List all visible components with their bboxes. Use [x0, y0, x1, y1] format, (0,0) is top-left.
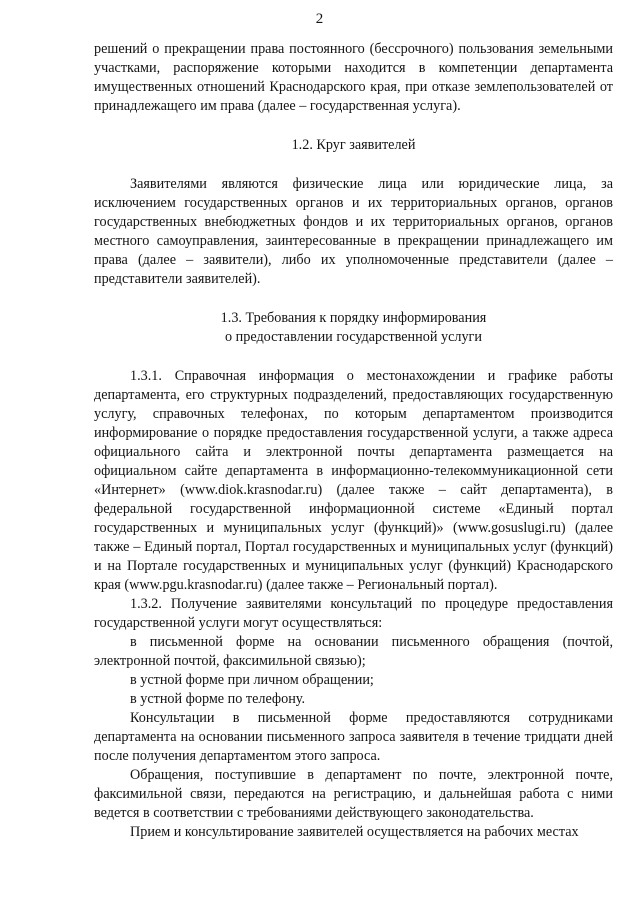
paragraph-written-consultations: Консультации в письменной форме предоставляются сотрудниками департамента на основании письменного запроса заявителя в течение тридцати дней после получения департаментом этого запроса. [94, 710, 613, 764]
paragraph-reception: Прием и консультирование заявителей осуществляется на рабочих местах [130, 824, 579, 840]
list-item-oral-personal: в устной форме при личном обращении; [130, 672, 374, 688]
document-body [94, 40, 613, 842]
paragraph-appeals: Обращения, поступившие в департамент по почте, электронной почте, факсимильной связи, передаются на регистрацию, и дальнейшая работа с ними ведется в соответствии с требованиями действующего законодательства. [94, 767, 613, 821]
paragraph-1-3-2: 1.3.2. Получение заявителями консультаций по процедуре предоставления государственной услуги могут осуществляться: [94, 596, 613, 631]
section-1-3-heading-line2: о предоставлении государственной услуги [225, 329, 482, 345]
list-item-oral-phone: в устной форме по телефону. [130, 691, 306, 707]
paragraph-1-3-1: 1.3.1. Справочная информация о местонахождении и графике работы департамента, его структурных подразделений, предоставляющих государственную услугу, справочных телефонах, по которым департаментом производится информирование о порядке предоставления государственной услуги, а также адреса официального сайта и электронной почты департамента размещается на официальном сайте департамента в информационно-телекоммуникационной сети «Интернет» (www.diok.krasnodar.ru) (далее также – сайт департамента), в федеральной государственной информационной системе «Единый портал государственных и муниципальных услуг (функций)» (www.gosuslugi.ru) (далее также – Единый портал, Портал государственных и муниципальных услуг (функций) и на Портале государственных и муниципальных услуг (функций) Краснодарского края (www.pgu.krasnodar.ru) (далее также – Региональный портал). [94, 368, 613, 593]
section-1-2-paragraph: Заявителями являются физические лица или юридические лица, за исключением государственных органов и их территориальных органов, органов государственных внебюджетных фондов и их территориальных органов, органов местного самоуправления, заинтересованные в прекращении принадлежащего им права (далее – заявители), либо их уполномоченные представители (далее – представители заявителей). [94, 176, 613, 287]
page-number: 2 [315, 11, 324, 27]
section-1-3-heading-line1: 1.3. Требования к порядку информирования [220, 310, 487, 326]
intro-paragraph: решений о прекращении права постоянного (бессрочного) пользования земельными участками, распоряжение которыми находится в компетенции департамента имущественных отношений Краснодарского края, при отказе землепользователей от принадлежащего им права (далее – государственная услуга). [94, 41, 613, 114]
section-1-2-heading: 1.2. Круг заявителей [291, 137, 416, 153]
list-item-written-form: в письменной форме на основании письменного обращения (почтой, электронной почтой, факсимильной связью); [94, 634, 613, 669]
